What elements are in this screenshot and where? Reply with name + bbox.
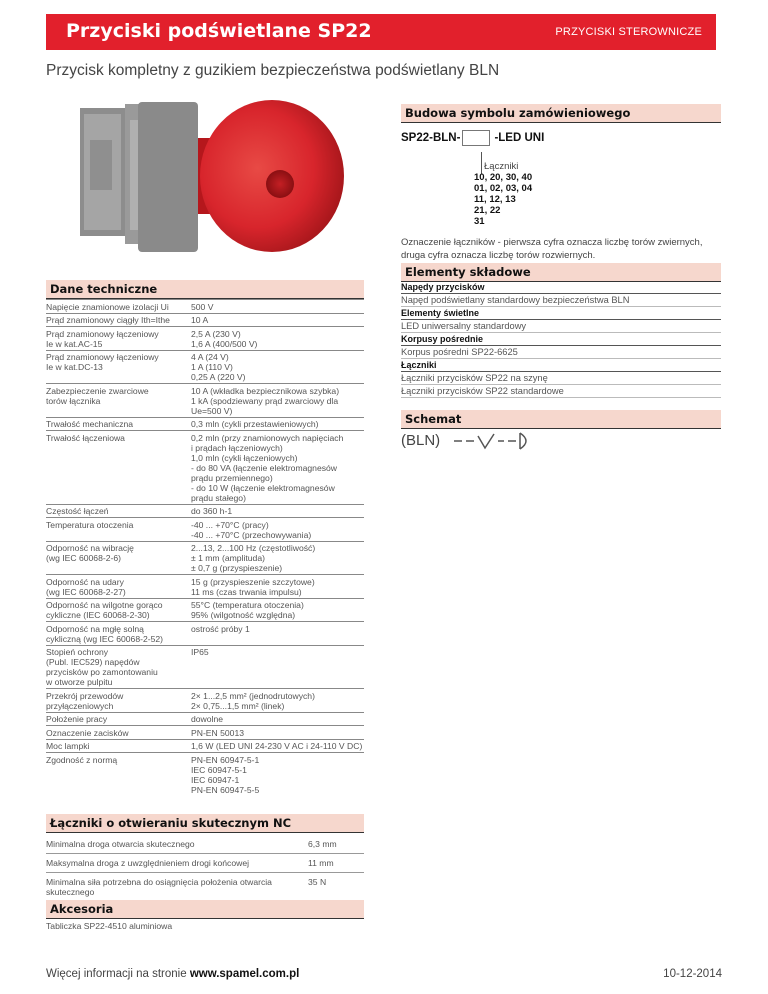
table-row (46, 689, 364, 713)
order-code-heading: Budowa symbolu zamówieniowego (401, 104, 721, 123)
tech-key: Napięcie znamionowe izolacji Ui (46, 300, 191, 314)
tech-key: Odporność na mgłę solną cykliczną (wg IEC 60068-2-52) (46, 622, 191, 646)
elements-heading: Elementy składowe (401, 263, 721, 282)
table-row (46, 835, 364, 854)
table-row (46, 327, 364, 351)
table-row (46, 417, 364, 431)
accessories-heading: Akcesoria (46, 900, 364, 919)
tech-value: 2...13, 2...100 Hz (częstotliwość) ± 1 mm (amplituda) ± 0,7 g (przyspieszenie) (191, 541, 364, 575)
push-button-photo (80, 100, 380, 260)
tech-key: Zgodność z normą (46, 753, 191, 796)
table-row (46, 518, 364, 542)
tech-value: 0,3 mln (cykli przestawieniowych) (191, 417, 364, 431)
tech-value: PN-EN 50013 (191, 726, 364, 740)
tech-value: 10 A (wkładka bezpiecznikowa szybka) 1 kA (spodziewany prąd zwarciowy dla Ue=500 V) (191, 384, 364, 418)
category-label: PRZYCISKI STEROWNICZE (555, 26, 702, 38)
table-row (46, 622, 364, 646)
order-prefix: SP22-BLN- (401, 132, 461, 145)
contacts-options (474, 161, 532, 227)
nc-value: 11 mm (308, 854, 364, 873)
tech-key: Prąd znamionowy łączeniowy Ie w kat.DC-13 (46, 350, 191, 384)
schema-block (401, 430, 552, 452)
tech-value: 15 g (przyspieszenie szczytowe) 11 ms (czas trwania impulsu) (191, 575, 364, 599)
table-row (46, 575, 364, 599)
tech-value: IP65 (191, 645, 364, 689)
accessories (46, 900, 364, 931)
elements-group-title: Elementy świetlne (401, 307, 721, 320)
circuit-symbol (452, 430, 552, 452)
tech-key: Odporność na udary (wg IEC 60068-2-27) (46, 575, 191, 599)
tech-value: -40 ... +70°C (pracy) -40 ... +70°C (przechowywania) (191, 518, 364, 542)
website-link[interactable]: www.spamel.com.pl (189, 968, 300, 980)
tech-key: Trwałość łączeniowa (46, 431, 191, 505)
tech-heading: Dane techniczne (46, 280, 364, 299)
elements-group-item: Łączniki przycisków SP22 standardowe (401, 385, 721, 398)
tech-table (46, 299, 364, 796)
table-row (46, 726, 364, 740)
schema-label: (BLN) (401, 431, 441, 449)
page-title: Przyciski podświetlane SP22 (66, 20, 372, 42)
nc-heading: Łączniki o otwieraniu skutecznym NC (46, 814, 364, 833)
table-row (46, 504, 364, 518)
nc-key: Minimalna droga otwarcia skutecznego (46, 835, 308, 854)
tech-value: 10 A (191, 313, 364, 327)
table-row (46, 300, 364, 314)
tech-value: 55°C (temperatura otoczenia) 95% (wilgotność względna) (191, 598, 364, 622)
nc-value: 35 N (308, 873, 364, 902)
table-row (46, 873, 364, 902)
elements-group-item: Napęd podświetlany standardowy bezpieczeństwa BLN (401, 294, 721, 307)
tech-value: 2,5 A (230 V) 1,6 A (400/500 V) (191, 327, 364, 351)
accessory-item: Tabliczka SP22-4510 aluminiowa (46, 921, 173, 931)
tech-value: 0,2 mln (przy znamionowych napięciach i prądach łączeniowych) 1,0 mln (cykli łączeniowych) - do 80 VA (łączenie elektromagnesów prądu przemiennego) - do 10 W (łączenie elektromagnesów prądu stałego) (191, 431, 364, 505)
elements-group-item: Korpus pośredni SP22-6625 (401, 346, 721, 359)
nc-contacts (46, 814, 364, 902)
tech-key: Odporność na wilgotne gorąco cykliczne (IEC 60068-2-30) (46, 598, 191, 622)
tech-key: Zabezpieczenie zwarciowe torów łącznika (46, 384, 191, 418)
tech-key: Stopień ochrony (Publ. IEC529) napędów przycisków po zamontowaniu w otworze pulpitu (46, 645, 191, 689)
table-row (46, 753, 364, 796)
tech-value: 1,6 W (LED UNI 24-230 V AC i 24-110 V DC) (191, 741, 363, 751)
tech-value: dowolne (191, 712, 364, 726)
elements-group-item: Łączniki przycisków SP22 na szynę (401, 372, 721, 385)
tech-key: Moc lampki (46, 739, 191, 753)
contacts-value: 21, 22 (474, 205, 501, 216)
tech-key: Prąd znamionowy ciągły Ith=Ithe (46, 313, 191, 327)
document-date: 10-12-2014 (663, 968, 722, 980)
elements-group-item: LED uniwersalny standardowy (401, 320, 721, 333)
nc-table (46, 835, 364, 902)
elements-group-title: Korpusy pośrednie (401, 333, 721, 346)
tech-key: Odporność na wibrację (wg IEC 60068-2-6) (46, 541, 191, 575)
schema-heading: Schemat (401, 410, 721, 429)
product-subtitle: Przycisk kompletny z guzikiem bezpieczeństwa podświetlany BLN (46, 62, 500, 79)
table-row (46, 431, 364, 505)
tech-value: ostrość próby 1 (191, 622, 364, 646)
order-suffix: -LED UNI (494, 132, 545, 145)
table-row (46, 712, 364, 726)
table-row (46, 313, 364, 327)
tech-key: Trwałość mechaniczna (46, 417, 191, 431)
contacts-value: 01, 02, 03, 04 (474, 183, 533, 194)
order-code (401, 130, 721, 227)
tech-value: 4 A (24 V) 1 A (110 V) 0,25 A (220 V) (191, 350, 364, 384)
table-row (46, 384, 364, 418)
tech-value: do 360 h-1 (191, 504, 364, 518)
page-header (46, 14, 716, 50)
contacts-note: Oznaczenie łączników - pierwsza cyfra oznacza liczbę torów zwiernych, druga cyfra oznacza liczbę torów rozwiernych. (401, 237, 703, 261)
contacts-value: 31 (474, 216, 485, 227)
contacts-value: 10, 20, 30, 40 (474, 172, 533, 183)
table-row (46, 350, 364, 384)
tech-value: 2× 1...2,5 mm² (jednodrutowych) 2× 0,75...1,5 mm² (linek) (191, 689, 364, 713)
tech-key: Oznaczenie zacisków (46, 726, 191, 740)
tech-key: Przekrój przewodów przyłączeniowych (46, 689, 191, 713)
elements-group-title: Łączniki (401, 359, 721, 372)
order-code-placeholder (462, 130, 490, 146)
table-row (46, 541, 364, 575)
tech-value: PN-EN 60947-5-1 IEC 60947-5-1 IEC 60947-1 PN-EN 60947-5-5 (191, 753, 364, 796)
tech-key: Prąd znamionowy łączeniowy Ie w kat.AC-15 (46, 327, 191, 351)
table-row (46, 739, 364, 753)
nc-key: Maksymalna droga z uwzględnieniem drogi końcowej (46, 854, 308, 873)
tech-value: 500 V (191, 300, 364, 314)
nc-value: 6,3 mm (308, 835, 364, 854)
table-row (46, 598, 364, 622)
footer-label: Więcej informacji na stronie (46, 968, 190, 980)
elements-list (401, 281, 721, 398)
contacts-label: Łączniki (484, 161, 519, 172)
tech-key: Częstość łączeń (46, 504, 191, 518)
tech-key: Temperatura otoczenia (46, 518, 191, 542)
nc-key: Minimalna siła potrzebna do osiągnięcia położenia otwarcia skutecznego (46, 873, 308, 902)
tech-key: Położenie pracy (46, 712, 191, 726)
elements-group-title: Napędy przycisków (401, 281, 721, 294)
contacts-value: 11, 12, 13 (474, 194, 516, 205)
footer-text (46, 968, 299, 980)
table-row (46, 854, 364, 873)
table-row (46, 645, 364, 689)
tech-data (46, 280, 364, 796)
